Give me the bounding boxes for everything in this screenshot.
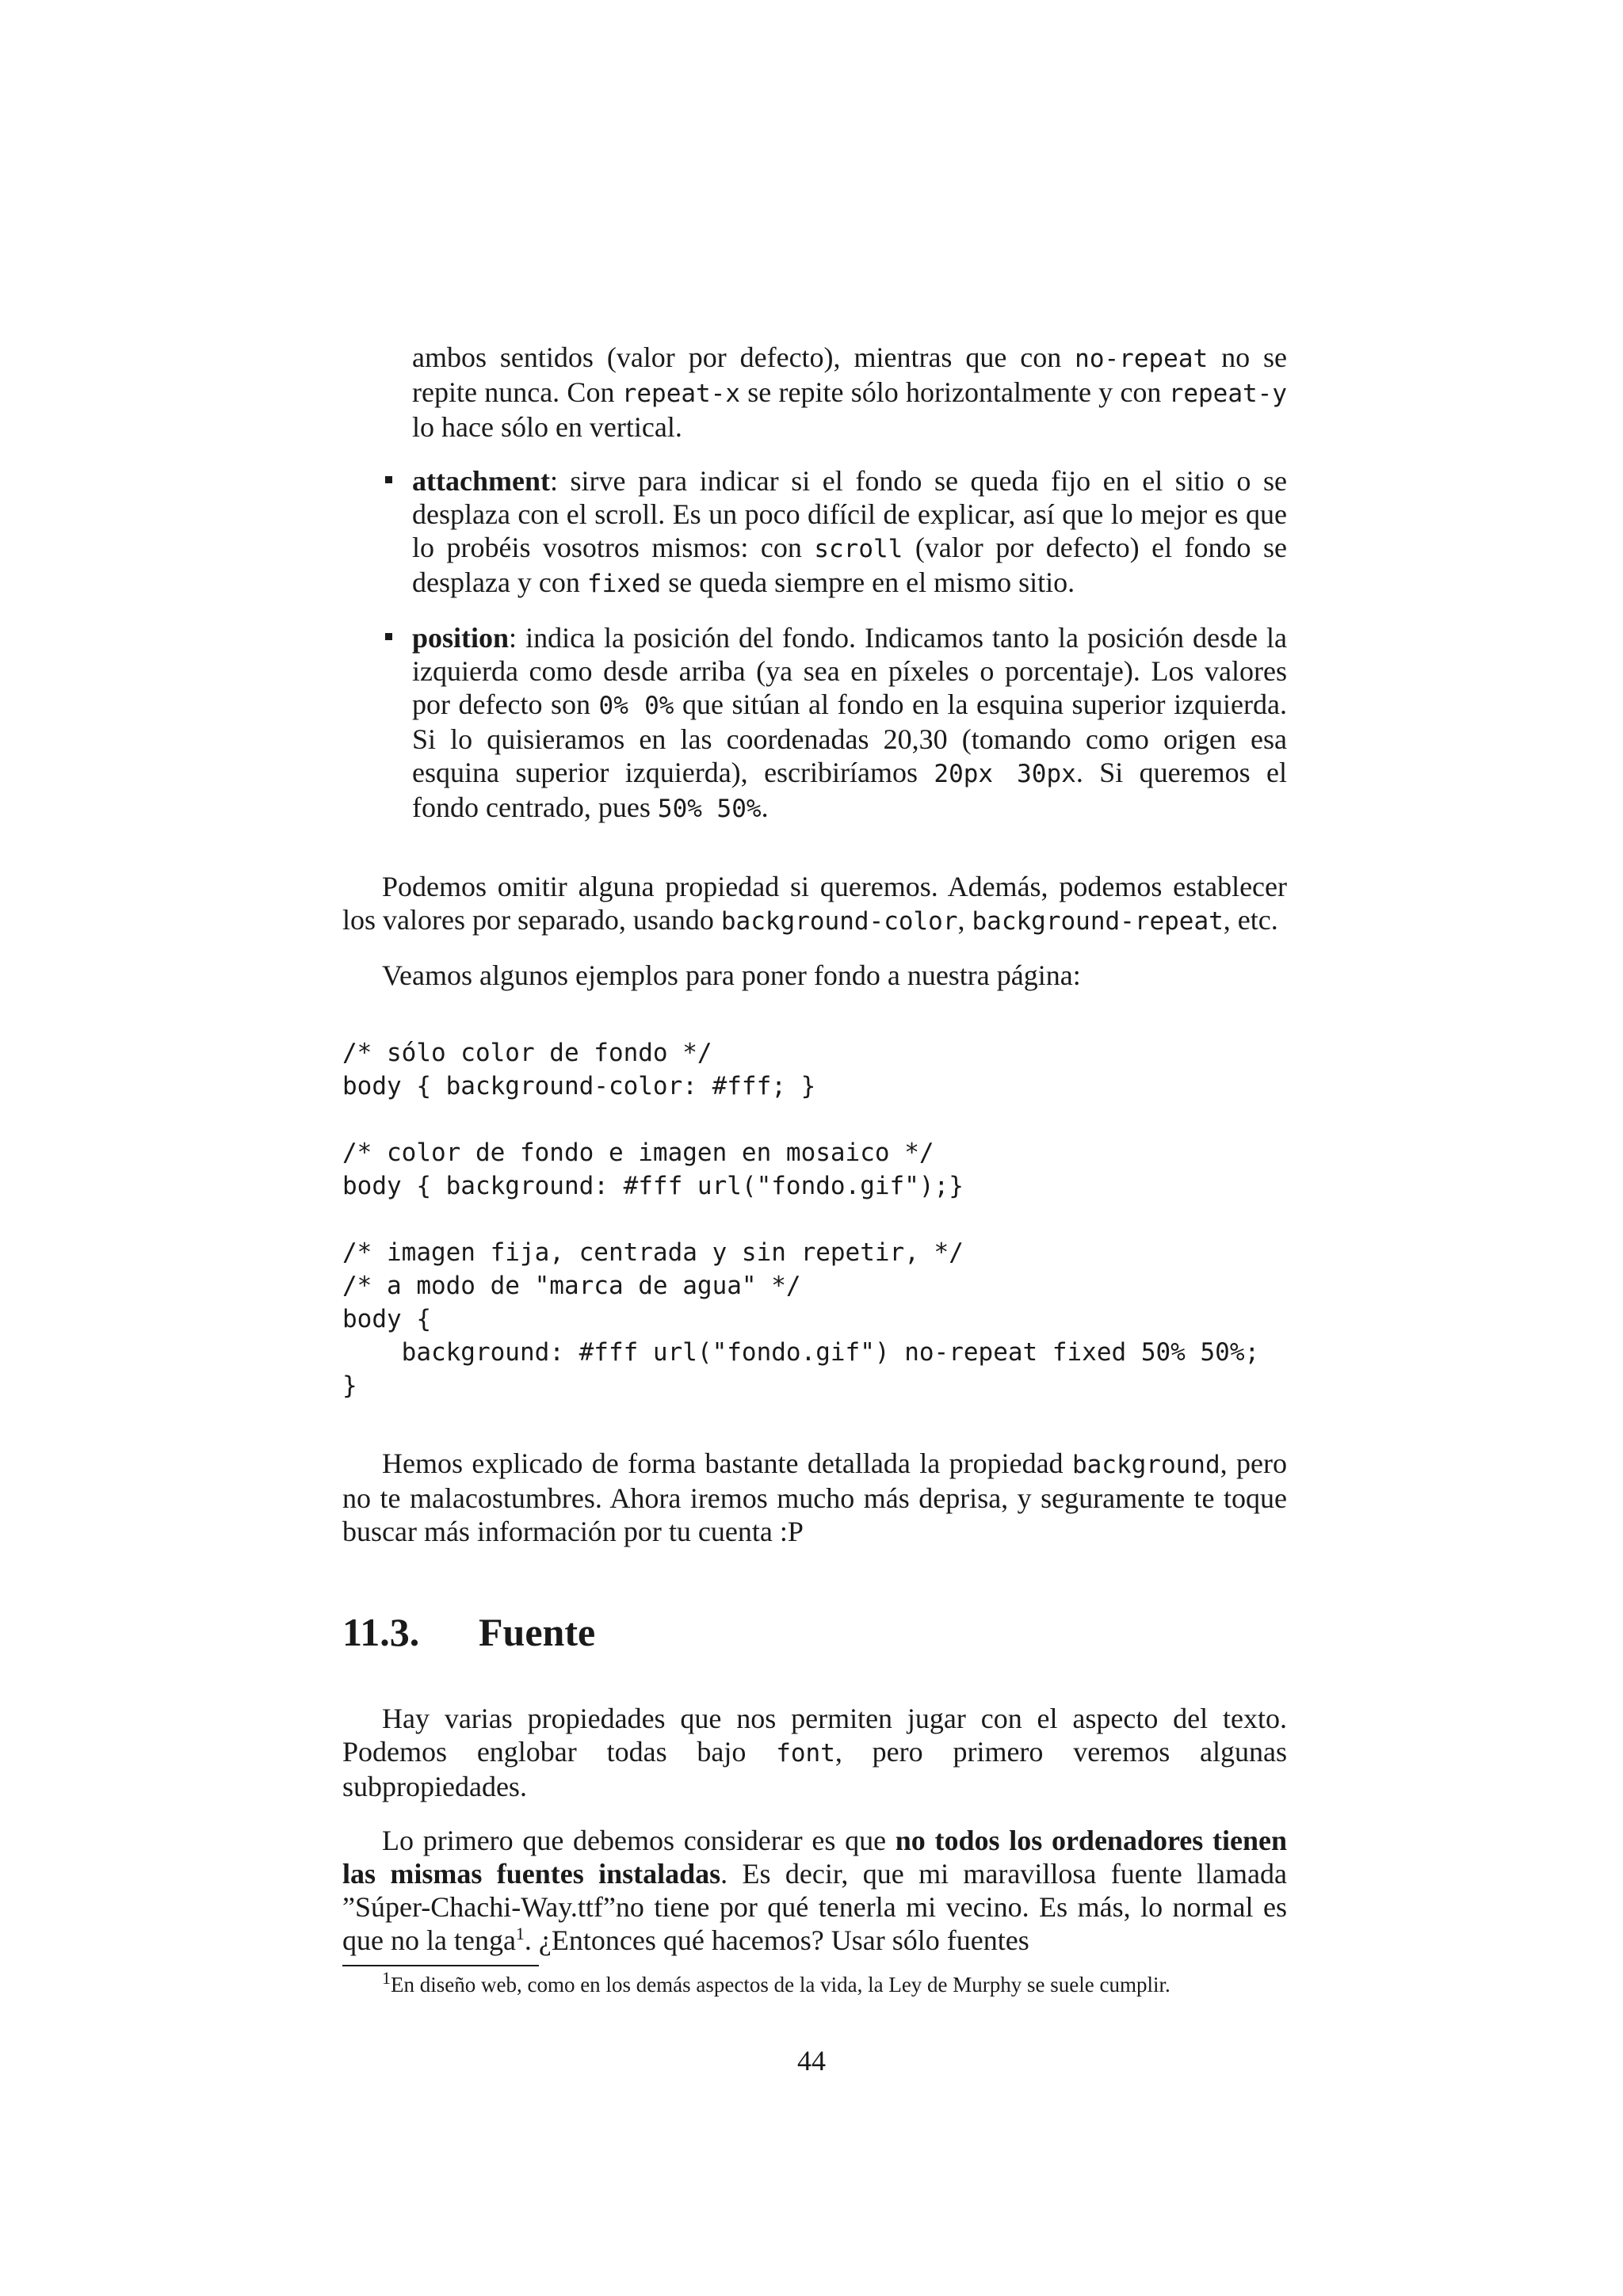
paragraph-summary [342, 1447, 1287, 1548]
text-run: : indica la posición del fondo. Indicamos tanto la posición desde la izquierda como desde arriba (ya sea en píxeles o porcentaje). Los valores por defecto son [412, 622, 1287, 720]
text-run: , pero no te malacostumbres. Ahora iremos mucho más deprisa, y seguramente te toque buscar más información por tu cuenta :P [342, 1447, 1287, 1547]
paragraph-fonts-installed [342, 1824, 1287, 1957]
code-inline: font [776, 1739, 835, 1768]
text-run: se repite sólo horizontalmente y con [740, 376, 1169, 408]
section-title: Fuente [479, 1610, 596, 1654]
footnote-mark: 1 [382, 1968, 391, 1988]
code-inline: background-repeat [972, 907, 1224, 936]
paragraph-omit [342, 870, 1287, 938]
section-heading [342, 1608, 1287, 1656]
text-run: . [761, 791, 769, 823]
list-continuation [412, 341, 1287, 444]
code-inline: background [1071, 1451, 1220, 1479]
list-item-attachment [342, 464, 1287, 601]
footnote [342, 1968, 1287, 1998]
text-run: ambos sentidos (valor por defecto), mientras que con [412, 341, 1075, 373]
square-bullet-icon [385, 476, 392, 483]
code-inline: 50% 50% [657, 795, 762, 823]
text-run: . Si queremos el fondo centrado, pues [412, 757, 1287, 823]
list-item-text [412, 621, 1287, 826]
footnote-reference: 1 [515, 1924, 525, 1943]
paragraph-font-intro [342, 1702, 1287, 1803]
code-inline: 0% 0% [598, 692, 674, 720]
property-list [342, 464, 1287, 826]
text-run: no se repite nunca. Con [412, 341, 1287, 408]
text-run: que sitúan al fondo en la esquina superior izquierda. Si lo quisieramos en las coordenadas 20,30 (tomando como origen esa esquina superior izquierda), escribiríamos [412, 688, 1287, 788]
page-number: 44 [797, 2045, 826, 2077]
code-inline: 20px 30px [934, 760, 1076, 788]
bold-emphasis: no todos los ordenadores tienen las mismas fuentes instaladas [342, 1825, 1287, 1890]
page-body [342, 341, 1287, 1998]
text-run: Hay varias propiedades que nos permiten jugar con el aspecto del texto. Podemos englobar todas bajo [342, 1703, 1287, 1768]
text-run: : sirve para indicar si el fondo se queda fijo en el sitio o se desplaza con el scroll. Es un poco difícil de explicar, así que lo mejor es que lo probéis vosotros mismos: con [412, 465, 1287, 563]
code-inline: background-color [720, 907, 958, 936]
code-inline: no-repeat [1075, 345, 1209, 373]
section-number: 11.3. [342, 1610, 420, 1654]
text-run: se queda siempre en el mismo sitio. [661, 566, 1075, 598]
code-inline: repeat-y [1168, 379, 1287, 408]
text-run: , pero primero veremos algunas subpropiedades. [342, 1736, 1287, 1802]
paragraph-examples-intro: Veamos algunos ejemplos para poner fondo a nuestra página: [382, 959, 1081, 991]
text-run: Hemos explicado de forma bastante detallada la propiedad [382, 1447, 1072, 1479]
footnote-text: En diseño web, como en los demás aspectos de la vida, la Ley de Murphy se suele cumplir. [391, 1973, 1170, 1997]
term-bold: attachment [412, 465, 550, 497]
code-inline: scroll [814, 535, 903, 563]
text-run: . ¿Entonces qué hacemos? Usar sólo fuentes [524, 1924, 1029, 1956]
list-item-position [342, 621, 1287, 826]
text-run: , etc. [1223, 904, 1278, 936]
code-inline: fixed [586, 570, 662, 598]
text-run: Podemos omitir alguna propiedad si queremos. Además, podemos establecer los valores por separado, usando [342, 871, 1287, 936]
text-run: Lo primero que debemos considerar es que [382, 1825, 896, 1856]
text-run: (valor por defecto) el fondo se desplaza y con [412, 532, 1287, 598]
term-bold: position [412, 622, 510, 654]
text-run: lo hace sólo en vertical. [412, 411, 682, 443]
list-item-text [412, 464, 1287, 601]
code-inline: repeat-x [621, 379, 741, 408]
text-run: , [957, 904, 972, 936]
square-bullet-icon [385, 633, 392, 640]
text-run: . Es decir, que mi maravillosa fuente llamada ”Súper-Chachi-Way.ttf”no tiene por qué tenerla mi vecino. Es más, lo normal es que no la tenga [342, 1858, 1287, 1956]
code-block: /* sólo color de fondo */ body { background-color: #fff; } /* color de fondo e imagen en mosaico */ body { background: #fff url("fondo.gif");} /* imagen fija, centrada y sin repetir, */ /* a modo de "marca de agua" */ body { background: #fff url("fondo.gif") no-repeat fixed 50% 50%; } [342, 1039, 1260, 1400]
footnote-divider [342, 1965, 539, 1966]
